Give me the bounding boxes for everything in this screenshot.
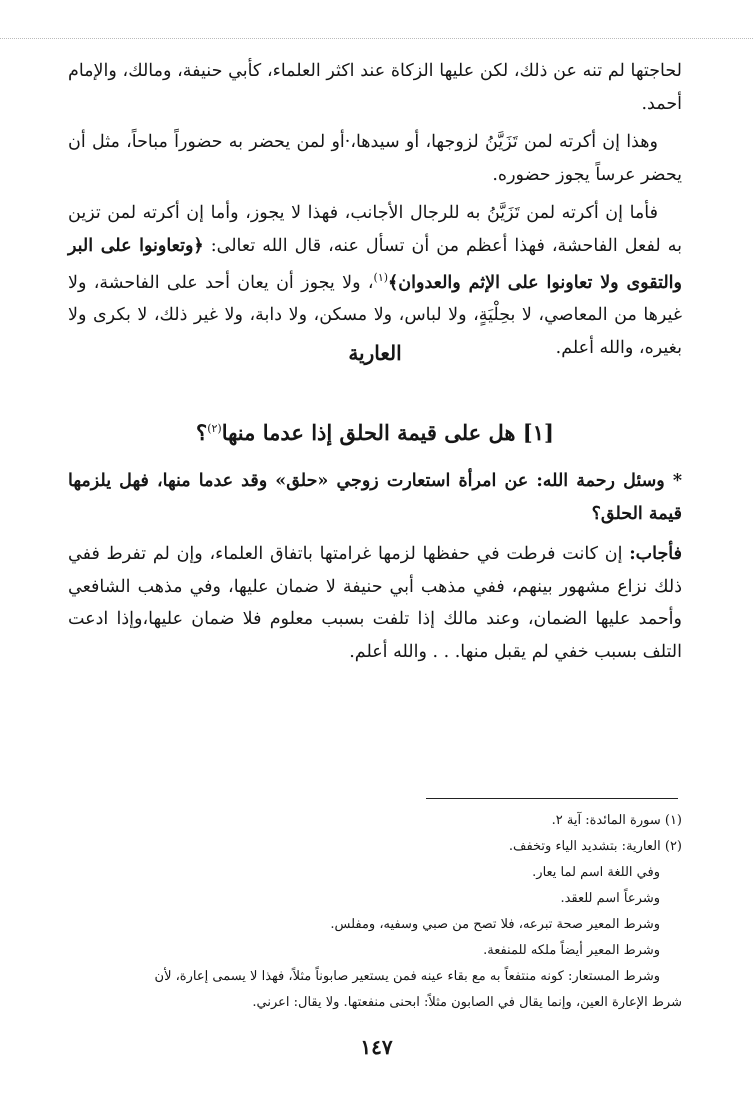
question-title (68, 420, 682, 445)
footnote-2-line: وشرط المعير صحة تبرعه، فلا تصح من صبي وسفيه، ومفلس. (330, 917, 660, 932)
page-edge (0, 38, 753, 40)
quran-verse: ﴿وتعاونوا على البر والتقوى ولا تعاونوا على الإثم والعدوان﴾ (68, 235, 682, 293)
question-body (68, 465, 682, 668)
footnote-ref-1: (١) (373, 271, 389, 284)
footnote-separator (426, 798, 678, 799)
paragraph-3-part2: ، ولا يجوز أن يعان أحد على الفاحشة، ولا غيرها من المعاصي، لا بحِلْيَةٍ، ولا لباس، ولا مسكن، ولا دابة، ولا غير ذلك، لا بكرى ولا بغيره، والله أعلم. (68, 272, 682, 358)
footnote-2-line: وشرط المعير أيضاً ملكه للمنفعة. (483, 943, 660, 958)
paragraph-3-part1: فأما إن أكرته لمن تَزَيَّنُ به للرجال الأجانب، فهذا لا يجوز، وأما إن أكرته لمن تزين به لفعل الفاحشة، فهذا أعظم من أن تسأل عنه، قال الله تعالى: (68, 203, 682, 256)
footnote-2-line: وشرط المستعار: كونه منتفعاً به مع بقاء عينه فمن يستعير صابوناً مثلاً، فهذا لا يسمى إعارة، لأن (154, 969, 660, 984)
footnote-2-line: شرط الإعارة العين، وإنما يقال في الصابون مثلاً: ابحنى منفعتها. ولا يقال: اعرني. (252, 995, 682, 1010)
section-title: العارية (348, 341, 402, 365)
footnote-1: (١) سورة المائدة: آية ٢. (551, 813, 682, 828)
footnote-2-line: وفي اللغة اسم لما يعار. (532, 865, 660, 880)
paragraph-3 (68, 197, 682, 364)
question-title-text: [١] هل على قيمة الحلق إذا عدما منها (221, 420, 554, 445)
answer-label: فأجاب: (629, 544, 682, 564)
footnote-2-line: وشرعاً اسم للعقد. (560, 891, 660, 906)
answer-text: إن كانت فرطت في حفظها لزمها غرامتها باتفاق العلماء، وإن لم تفرط ففي ذلك نزاع مشهور بينهم، ففي مذهب أبي حنيفة لا ضمان عليها، وفي مذهب الشافعي وأحمد عليها الضمان، وعند مالك إذا تلفت بسبب معلوم فلا ضمان عليها،وإذا ادعت التلف بسبب خفي لم يقبل منها. . . والله أعلم. (68, 544, 682, 662)
paragraph-2: وهذا إن أكرته لمن تَزَيَّنُ لزوجها، أو سيدها،·أو لمن يحضر به حضوراً مباحاً، مثل أن يحضر عرساً يجوز حضوره. (68, 132, 682, 185)
question-ask: * وسئل رحمة الله: عن امرأة استعارت زوجي «حلق» وقد عدما منها، فهل يلزمها قيمة الحلق؟ (68, 471, 682, 524)
paragraph-1: لحاجتها لم تنه عن ذلك، لكن عليها الزكاة عند اكثر العلماء، كأبي حنيفة، ومالك، والإمام أحمد. (68, 61, 682, 114)
footnote-ref-2: (٢) (207, 422, 222, 435)
answer-paragraph (68, 538, 682, 668)
page-number: ١٤٧ (360, 1035, 393, 1059)
body-text (68, 55, 682, 364)
footnote-2: (٢) العارية: بتشديد الياء وتخفف. (508, 839, 682, 854)
footnotes (66, 808, 682, 1016)
question-mark: ؟ (196, 420, 208, 445)
